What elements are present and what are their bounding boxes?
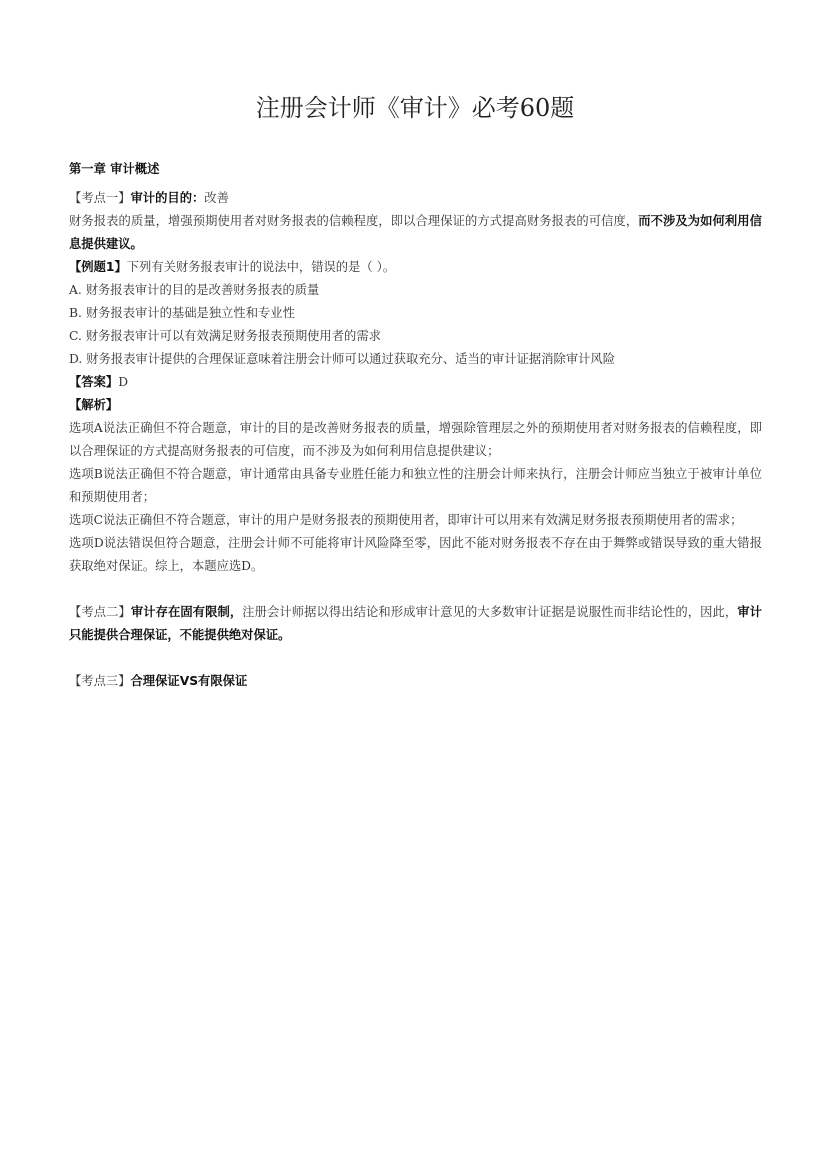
answer-label: 【答案】 (69, 375, 119, 389)
analysis-label: 【解析】 (69, 398, 119, 412)
option-a: A. 财务报表审计的目的是改善财务报表的质量 (69, 283, 320, 297)
page-title: 注册会计师《审计》必考60题 (255, 94, 575, 122)
analysis-c: 选项C说法正确但不符合题意，审计的用户是财务报表的预期使用者，即审计可以用来有效满足财务报表预期使用者的需求； (69, 513, 743, 527)
kp2-label: 【考点二】 (69, 605, 131, 619)
analysis-a: 选项A说法正确但不符合题意，审计的目的是改善财务报表的质量，增强除管理层之外的预期使用者对财务报表的信赖程度，即以合理保证的方式提高财务报表的可信度，而不涉及为如何利用信息提供建议； (69, 421, 762, 458)
spacer (69, 578, 762, 601)
kp1-head-rest: 改善 (204, 191, 229, 205)
kp2-text-bold: 审计只能提供合理保证，不能提供绝对保证。 (69, 605, 762, 642)
example1-question (69, 256, 762, 279)
example1-label: 【例题1】 (69, 260, 127, 274)
answer-value: D (118, 375, 129, 389)
analysis-d: 选项D说法错误但符合题意，注册会计师不可能将审计风险降至零，因此不能对财务报表不存在由于舞弊或错误导致的重大错报获取绝对保证。综上，本题应选D。 (69, 536, 762, 573)
example1-text: 下列有关财务报表审计的说法中，错误的是（ ）。 (126, 260, 396, 274)
kp2-head: 审计存在固有限制， (130, 605, 243, 619)
kp3-head: 合理保证VS有限保证 (130, 674, 248, 688)
kp3-heading (69, 670, 762, 693)
kp1-head: 审计的目的： (130, 191, 205, 205)
kp1-label: 【考点一】 (69, 191, 131, 205)
chapter-heading: 第一章 审计概述 (69, 162, 160, 176)
kp1-text-bold: 而不涉及为如何利用信息提供建议。 (69, 214, 762, 251)
option-c: C. 财务报表审计可以有效满足财务报表预期使用者的需求 (69, 329, 381, 343)
kp2-paragraph (69, 601, 762, 647)
option-b: B. 财务报表审计的基础是独立性和专业性 (69, 306, 295, 320)
kp1-heading (69, 187, 762, 210)
kp1-text: 财务报表的质量，增强预期使用者对财务报表的信赖程度，即以合理保证的方式提高财务报表的可信度， (69, 214, 639, 228)
kp1-paragraph (69, 210, 762, 256)
kp2-text: 注册会计师据以得出结论和形成审计意见的大多数审计证据是说服性而非结论性的，因此， (242, 605, 738, 619)
kp3-label: 【考点三】 (69, 674, 131, 688)
analysis-b: 选项B说法正确但不符合题意，审计通常由具备专业胜任能力和独立性的注册会计师来执行，注册会计师应当独立于被审计单位和预期使用者； (69, 467, 762, 504)
document-body (69, 158, 762, 693)
spacer (69, 647, 762, 670)
option-d: D. 财务报表审计提供的合理保证意味着注册会计师可以通过获取充分、适当的审计证据消除审计风险 (69, 352, 616, 366)
answer-line (69, 371, 762, 394)
